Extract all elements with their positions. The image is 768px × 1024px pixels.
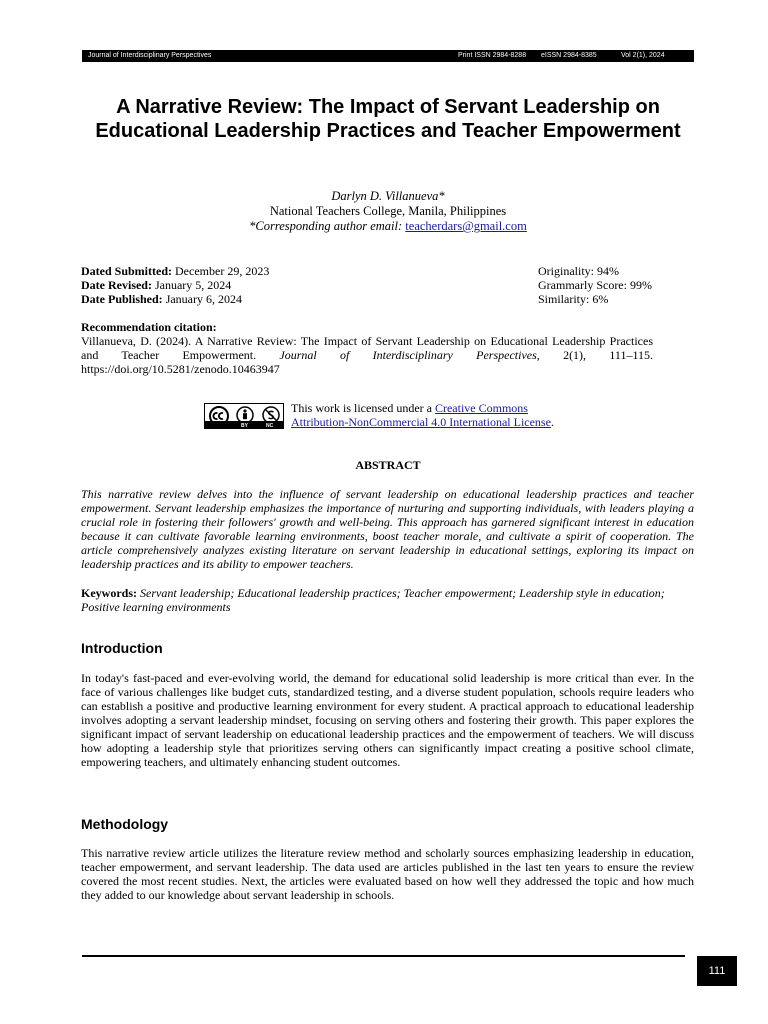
license-suffix: . (550, 415, 554, 429)
author-block (82, 189, 694, 234)
date-revised (81, 278, 269, 292)
badge-nc-label: NC (266, 423, 274, 429)
date-revised-value: January 5, 2024 (151, 278, 232, 292)
similarity-score: Similarity: 6% (538, 292, 609, 306)
date-published (81, 292, 269, 306)
metrics-block (538, 264, 652, 306)
citation-text (81, 334, 653, 376)
citation-journal: Journal of Interdisciplinary Perspectives (279, 348, 537, 362)
date-published-value: January 6, 2024 (162, 292, 243, 306)
date-submitted-label: Dated Submitted: (81, 264, 173, 278)
abstract-heading: ABSTRACT (355, 458, 421, 472)
introduction-heading: Introduction (81, 640, 163, 656)
author-name: Darlyn D. Villanueva* (331, 189, 445, 203)
recommendation-citation (81, 320, 653, 376)
page-number: 111 (697, 956, 737, 986)
originality-score: Originality: 94% (538, 264, 619, 278)
dates-block (81, 264, 269, 306)
email-label: *Corresponding author email: (249, 219, 406, 233)
corresponding-author (82, 219, 694, 234)
methodology-heading: Methodology (81, 816, 169, 832)
badge-by-label: BY (241, 423, 248, 429)
citation-text-b: , 2(1), 111–115. https://doi.org/10.5281/zenodo.10463947 (81, 348, 654, 376)
print-issn: Print ISSN 2984-8288 (458, 52, 527, 59)
license-text (291, 401, 554, 429)
footer-rule (82, 955, 685, 957)
keywords (81, 586, 694, 614)
citation-label: Recommendation citation: (81, 320, 217, 334)
citation-text-a: Villanueva, D. (2024). A Narrative Review: The Impact of Servant Leadership on Educational Leadership Practices and Teacher Empowerment. (81, 334, 653, 362)
journal-header-bar (82, 50, 694, 62)
journal-name: Journal of Interdisciplinary Perspectives (88, 52, 212, 59)
methodology-body: This narrative review article utilizes the literature review method and scholarly sources emphasizing leadership in education, teacher empowerment, and servant leadership. The data used are articles published in the last ten years to ensure the review covered the most recent studies. Next, the articles were evaluated based on how well they addressed the topic and how much they added to our knowledge about servant leadership in schools. (81, 846, 694, 902)
introduction-body: In today's fast-paced and ever-evolving world, the demand for educational solid leadership is more critical than ever. In the face of various challenges like budget cuts, standardized testing, and a diverse student population, schools require leaders who can establish a positive and productive learning environment for every student. A practical approach to educational leadership involves adopting a servant leadership mindset, focusing on serving others and fostering their growth. This paper explores the significant impact of servant leadership on educational leadership practices and the empowerment of teachers. We will discuss how adopting a leadership style that prioritizes serving others can significantly impact creating a positive school climate, empowering teachers, and ultimately enhancing student outcomes. (81, 671, 694, 769)
date-submitted (81, 264, 269, 278)
author-email-link[interactable]: teacherdars@gmail.com (405, 219, 527, 233)
keywords-text: Servant leadership; Educational leadership practices; Teacher empowerment; Leadership style in education; Positive learning environments (81, 586, 665, 614)
eissn: eISSN 2984-8385 (541, 52, 597, 59)
article-title: A Narrative Review: The Impact of Servant Leadership on Educational Leadership Practices and Teacher Empowerment (95, 96, 681, 142)
license-link-line2[interactable]: Attribution-NonCommercial 4.0 International License (291, 415, 551, 429)
cc-by-nc-badge[interactable] (204, 403, 284, 429)
date-submitted-value: December 29, 2023 (172, 264, 270, 278)
date-published-label: Date Published: (81, 292, 163, 306)
author-affiliation: National Teachers College, Manila, Philippines (269, 204, 507, 218)
abstract-body: This narrative review delves into the influence of servant leadership on educational leadership practices and teacher empowerment. Servant leadership emphasizes the importance of nurturing and supporting individuals, with leaders playing a crucial role in fostering their followers' growth and well-being. This approach has garnered significant interest in education because it can cultivate favorable learning environments, boost teacher morale, and cultivate a spirit of cooperation. The article comprehensively analyzes existing literature on servant leadership in educational settings, exploring its impact on leadership practices and its ability to empower teachers. (81, 487, 694, 571)
license-prefix: This work is licensed under a (291, 401, 435, 415)
keywords-label: Keywords: (81, 586, 137, 600)
date-revised-label: Date Revised: (81, 278, 152, 292)
license-link-line1[interactable]: Creative Commons (434, 401, 528, 415)
grammarly-score: Grammarly Score: 99% (538, 278, 652, 292)
volume-info: Vol 2(1), 2024 (621, 52, 665, 59)
